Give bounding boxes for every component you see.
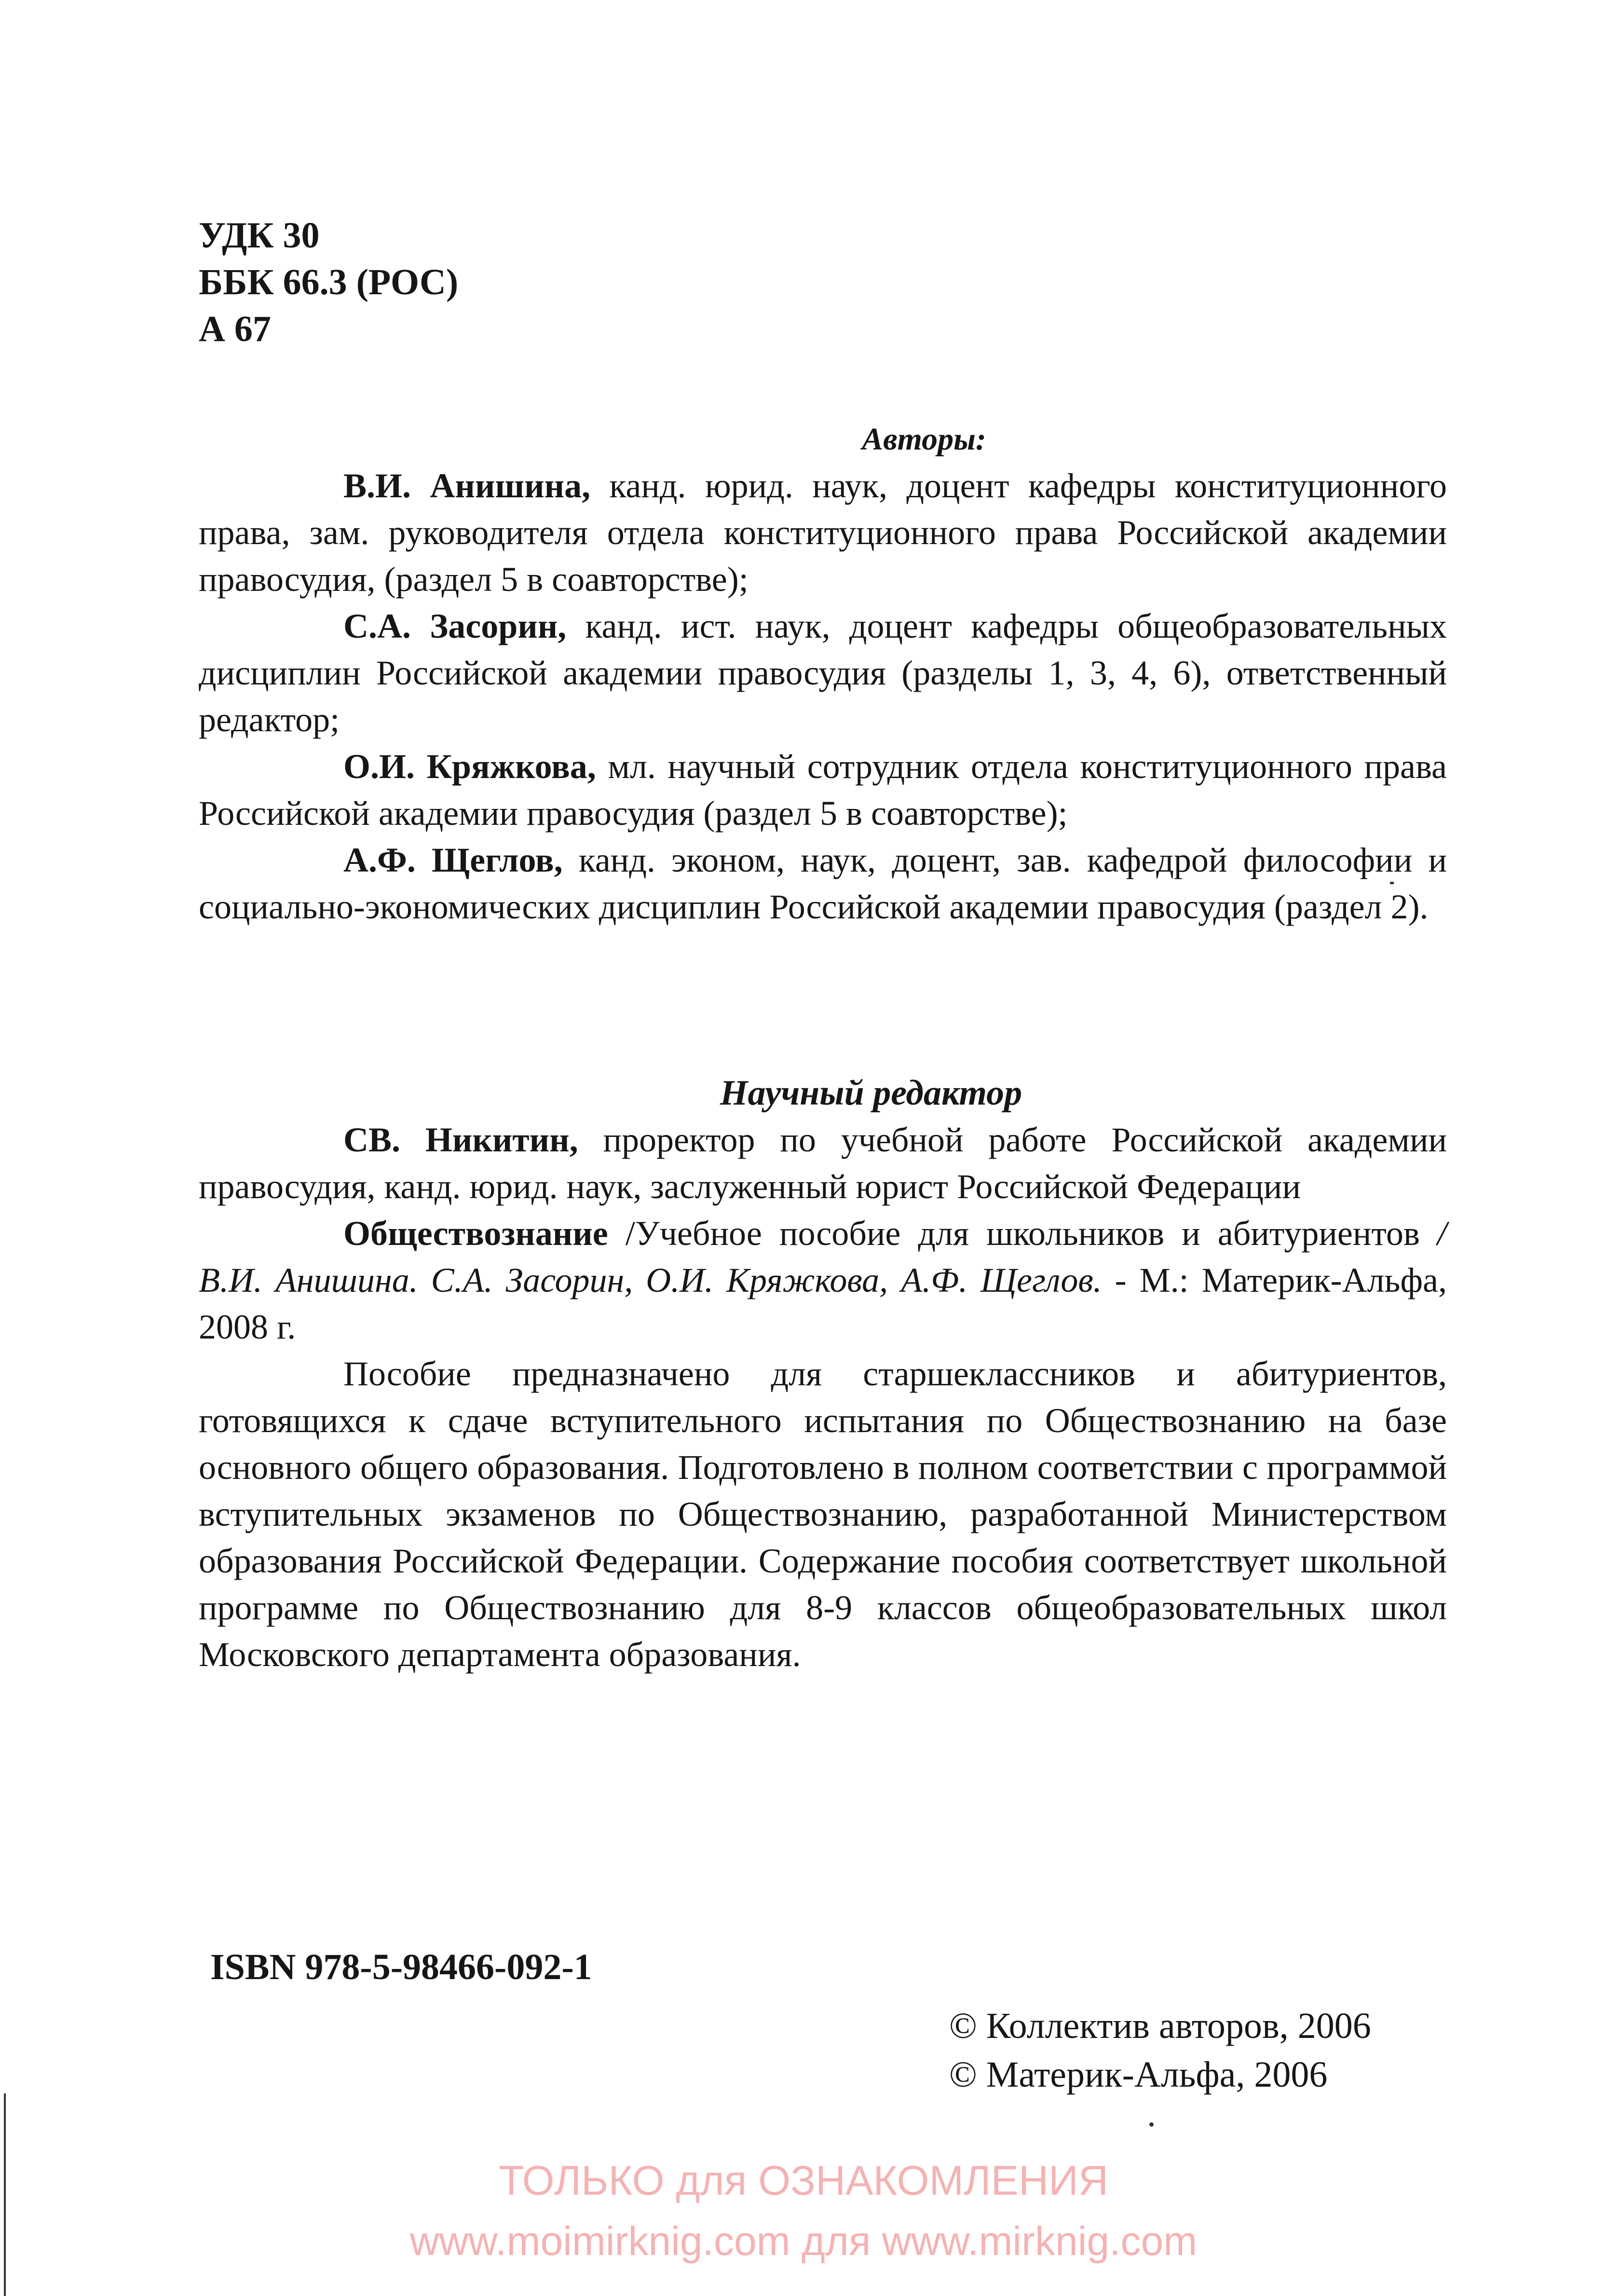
author-name: В.И. Анишина,	[343, 466, 591, 505]
watermark-line-2: www.moimirknig.com для www.mirknig.com	[409, 2218, 1198, 2264]
editor-section	[199, 1070, 1447, 1678]
editor-heading: Научный редактор	[720, 1073, 1022, 1113]
isbn: ISBN 978-5-98466-092-1	[210, 1947, 592, 1987]
author-entry	[199, 743, 1447, 837]
author-mark-code: А 67	[199, 309, 271, 349]
author-name: С.А. Засорин,	[343, 607, 567, 645]
author-description: канд. юрид. наук, доцент кафедры конституционного права, зам. руководителя отдела конституционного права Российской академии правосудия, (раздел 5 в соавторстве);	[199, 466, 1447, 599]
watermark-line-1: ТОЛЬКО для ОЗНАКОМЛЕНИЯ	[498, 2158, 1108, 2204]
citation-text: /Учебное пособие для школьников и абитуриентов	[608, 1214, 1437, 1253]
scan-speck	[1149, 2122, 1154, 2127]
editor-description: проректор по учебной работе Российской академии правосудия, канд. юрид. наук, заслуженный юрист Российской Федерации	[199, 1121, 1447, 1206]
udk-code: УДК 30	[199, 215, 320, 256]
author-entry	[199, 603, 1447, 743]
citation-authors: /В.И. Анишина. С.А. Засорин, О.И. Кряжкова, А.Ф. Щеглов.	[199, 1214, 1447, 1299]
bbk-code: ББК 66.3 (РОС)	[199, 262, 459, 302]
citation-entry	[199, 1210, 1447, 1351]
author-description: мл. научный сотрудник отдела конституционного права Российской академии правосудия (раздел 5 в соавторстве);	[199, 747, 1447, 833]
author-name: А.Ф. Щеглов,	[343, 841, 563, 879]
editor-entry	[199, 1117, 1447, 1210]
authors-heading: Авторы:	[862, 422, 986, 457]
author-name: О.И. Кряжкова,	[343, 747, 596, 786]
author-entry	[199, 463, 1447, 603]
copyright-line: © Материк-Альфа, 2006	[949, 2054, 1328, 2095]
author-description: канд. эконом, наук, доцент, зав. кафедрой философии и социально-экономических дисциплин Российской академии правосудия (раздел 2).	[199, 841, 1447, 926]
copyright-line: © Коллектив авторов, 2006	[949, 2006, 1371, 2046]
scan-speck	[1390, 882, 1394, 884]
copyright-block	[949, 2002, 1371, 2099]
editor-name: СВ. Никитин,	[343, 1121, 578, 1159]
bibliographic-codes	[199, 212, 458, 353]
annotation-paragraph: Пособие предназначено для старшеклассников и абитуриентов, готовящихся к сдаче вступительного испытания по Обществознанию на базе основного общего образования. Подготовлено в полном соответствии с программой вступительных экзаменов по Обществознанию, разработанной Министерством образования Российской Федерации. Содержание пособия соответствует школьной программе по Обществознанию для 8-9 классов общеобразовательных школ Московского департамента образования.	[199, 1354, 1447, 1674]
book-title: Обществознание	[343, 1214, 608, 1253]
authors-section	[199, 416, 1447, 930]
author-description: канд. ист. наук, доцент кафедры общеобразовательных дисциплин Российской академии правосудия (разделы 1, 3, 4, 6), ответственный редактор;	[199, 607, 1447, 739]
citation-publisher: - М.: Материк-Альфа, 2008 г.	[199, 1261, 1447, 1346]
author-entry	[199, 837, 1447, 930]
scan-edge-mark	[4, 2093, 6, 2296]
